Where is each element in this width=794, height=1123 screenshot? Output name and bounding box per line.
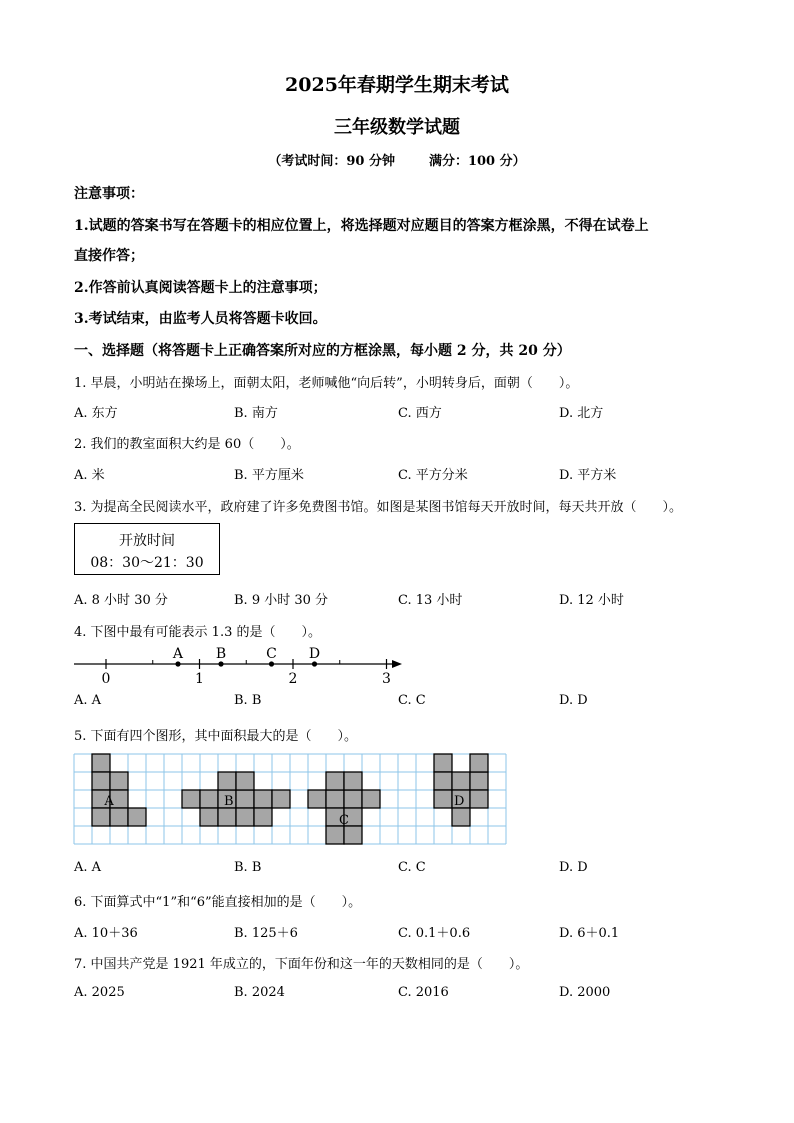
grid-shape-cell — [344, 790, 362, 808]
question-6-option-b: B. 125＋6 — [234, 926, 298, 941]
question-6-stem: 6. 下面算式中“1”和“6”能直接相加的是（ ）。 — [74, 895, 362, 910]
question-7-option-a: A. 2025 — [74, 985, 125, 1000]
question-5-option-d: D. D — [559, 860, 588, 875]
grid-shape-cell — [362, 790, 380, 808]
question-3-option-a: A. 8 小时 30 分 — [74, 593, 168, 608]
question-2-option-a: A. 米 — [74, 468, 105, 483]
grid-shape-cell — [236, 790, 254, 808]
grid-shape-cell — [434, 754, 452, 772]
grid-shape-cell — [434, 772, 452, 790]
notice-heading: 注意事项： — [74, 186, 144, 202]
question-1-option-c: C. 西方 — [398, 406, 442, 421]
question-4-option-b: B. B — [234, 693, 262, 708]
question-2-option-d: D. 平方米 — [559, 468, 617, 483]
question-1-option-a: A. 东方 — [74, 406, 118, 421]
question-7-stem: 7. 中国共产党是 1921 年成立的，下面年份和这一年的天数相同的是（ ）。 — [74, 957, 529, 972]
grid-shape-cell — [326, 772, 344, 790]
question-7-option-b: B. 2024 — [234, 985, 285, 1000]
number-line — [70, 640, 410, 688]
grid-shape-cell — [200, 808, 218, 826]
grid-shape-cell — [470, 754, 488, 772]
grid-shape-cell — [110, 772, 128, 790]
opening-hours-title: 开放时间 — [119, 533, 175, 549]
grid-shape-cell — [236, 772, 254, 790]
grid-shape-cell — [254, 790, 272, 808]
grid-shape-cell — [326, 826, 344, 844]
number-line-point-b — [218, 661, 223, 666]
grid-shape-label: B — [224, 793, 234, 809]
grid-shape-cell — [434, 790, 452, 808]
notice-item-2: 2.作答前认真阅读答题卡上的注意事项； — [74, 280, 327, 296]
grid-shape-cell — [272, 790, 290, 808]
shape-grid — [70, 750, 510, 850]
question-6-option-d: D. 6＋0.1 — [559, 926, 620, 941]
grid-shape-label: D — [453, 793, 465, 809]
question-4-option-c: C. C — [398, 693, 426, 708]
notice-item-1-line-1: 1.试题的答案书写在答题卡的相应位置上，将选择题对应题目的答案方框涂黑，不得在试卷上 — [74, 218, 649, 234]
question-6-option-c: C. 0.1＋0.6 — [398, 926, 471, 941]
grid-shape-label: A — [104, 793, 114, 809]
number-line-point-label: D — [308, 646, 321, 662]
number-line-point-a — [175, 661, 180, 666]
number-line-tick-label: 1 — [195, 671, 204, 687]
grid-shape-cell — [452, 808, 470, 826]
exam-title: 2025年春期学生期末考试 — [285, 74, 509, 96]
grid-shape-cell — [344, 826, 362, 844]
grid-shape-cell — [218, 808, 236, 826]
question-3-option-b: B. 9 小时 30 分 — [234, 593, 329, 608]
question-3-option-c: C. 13 小时 — [398, 593, 463, 608]
grid-shape-cell — [344, 772, 362, 790]
question-5-option-a: A. A — [74, 860, 102, 875]
question-4-option-a: A. A — [74, 693, 102, 708]
number-line-arrow — [392, 660, 402, 668]
grid-shape-b — [182, 772, 290, 826]
exam-time-note: （考试时间：90 分钟 — [268, 154, 395, 169]
grid-shape-cell — [182, 790, 200, 808]
number-line-point-label: A — [172, 646, 184, 662]
question-2-stem: 2. 我们的教室面积大约是 60（ ）。 — [74, 437, 300, 452]
question-2-option-c: C. 平方分米 — [398, 468, 468, 483]
number-line-tick-label: 3 — [382, 671, 391, 687]
question-7-option-c: C. 2016 — [398, 985, 449, 1000]
opening-hours-box — [74, 523, 220, 575]
grid-shape-label: C — [339, 812, 349, 828]
grid-shape-cell — [236, 808, 254, 826]
grid-shape-cell — [92, 772, 110, 790]
grid-shape-cell — [128, 808, 146, 826]
exam-score-note: 满分：100 分） — [428, 154, 526, 169]
grid-shape-cell — [200, 790, 218, 808]
number-line-tick-label: 2 — [288, 671, 298, 687]
grid-shape-cell — [92, 808, 110, 826]
grid-shape-cell — [326, 790, 344, 808]
grid-shape-cell — [308, 790, 326, 808]
number-line-point-d — [312, 661, 317, 666]
grid-shape-cell — [470, 790, 488, 808]
section-1-heading: 一、选择题（将答题卡上正确答案所对应的方框涂黑，每小题 2 分，共 20 分） — [74, 343, 571, 359]
question-1-option-d: D. 北方 — [559, 406, 604, 421]
grid-shape-d — [434, 754, 488, 826]
grid-shape-c — [308, 772, 380, 844]
number-line-point-label: C — [266, 646, 277, 662]
question-3-stem: 3. 为提高全民阅读水平，政府建了许多免费图书馆。如图是某图书馆每天开放时间，每天共开放（ ）。 — [74, 500, 683, 515]
exam-info — [0, 150, 794, 169]
question-5-stem: 5. 下面有四个图形，其中面积最大的是（ ）。 — [74, 729, 358, 744]
question-6-option-a: A. 10＋36 — [74, 926, 138, 941]
number-line-tick-label: 0 — [101, 671, 111, 687]
question-3-option-d: D. 12 小时 — [559, 593, 624, 608]
question-1-option-b: B. 南方 — [234, 406, 278, 421]
question-5-option-b: B. B — [234, 860, 262, 875]
opening-hours-value: 08：30～21：30 — [90, 555, 204, 571]
grid-shape-cell — [92, 754, 110, 772]
number-line-point-label: B — [215, 646, 227, 662]
question-5-option-c: C. C — [398, 860, 426, 875]
grid-shape-cell — [110, 808, 128, 826]
question-2-option-b: B. 平方厘米 — [234, 468, 304, 483]
grid-shape-cell — [470, 772, 488, 790]
question-4-stem: 4. 下图中最有可能表示 1.3 的是（ ）。 — [74, 625, 321, 640]
question-1-stem: 1. 早晨，小明站在操场上，面朝太阳，老师喊他“向后转”，小明转身后，面朝（ ）。 — [74, 376, 579, 391]
question-4-option-d: D. D — [559, 693, 588, 708]
notice-item-1-line-2: 直接作答； — [74, 248, 144, 264]
grid-shape-cell — [452, 772, 470, 790]
notice-item-3: 3.考试结束，由监考人员将答题卡收回。 — [74, 311, 327, 327]
number-line-point-c — [269, 661, 274, 666]
grid-shape-cell — [254, 808, 272, 826]
grid-shape-cell — [218, 772, 236, 790]
exam-subtitle: 三年级数学试题 — [334, 117, 460, 138]
question-7-option-d: D. 2000 — [559, 985, 611, 1000]
